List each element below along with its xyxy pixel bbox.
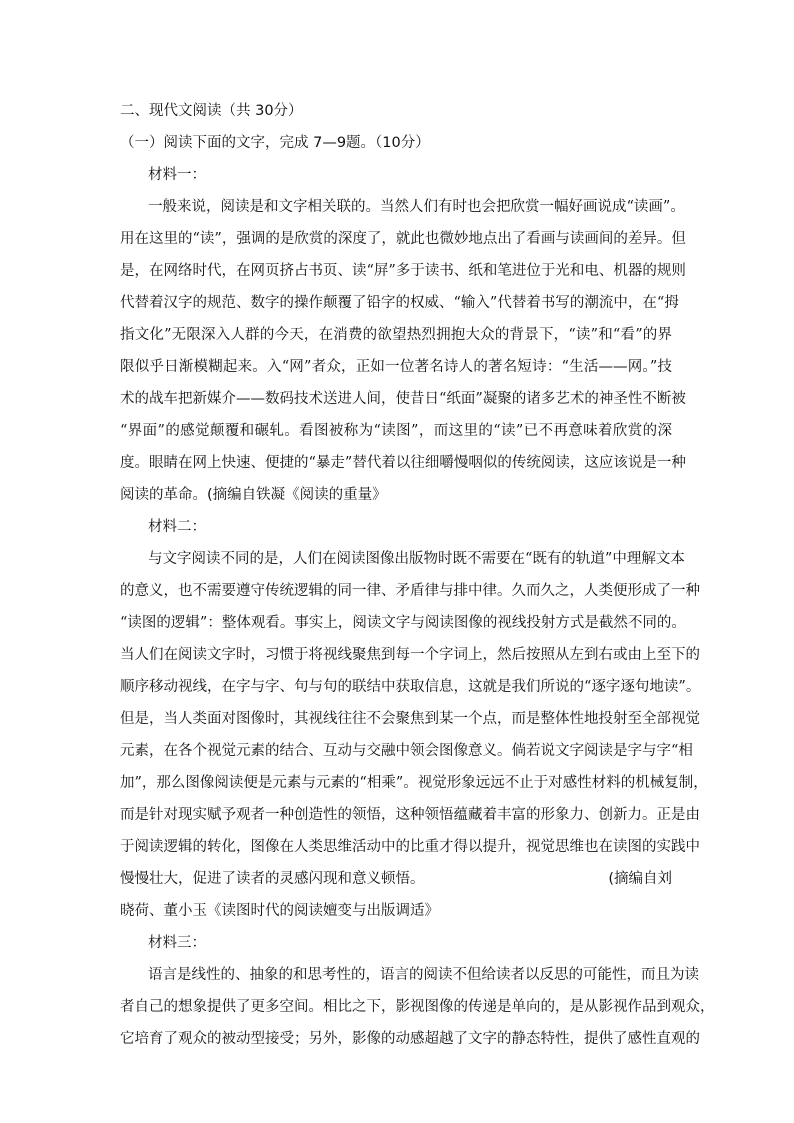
material-1-source: (摘编自铁凝《阅读的重量》 [207,487,387,503]
material-1-heading: 材料一： [148,167,206,183]
material-2-line: 加”，那么图像阅读便是元素与元素的“相乘”。视觉形象远远不止于对感性材料的机械复制， [120,775,708,791]
material-1-line: 指文化”无限深入人群的今天，在消费的欲望热烈拥抱大众的背景下，“读”和“看”的界 [120,327,672,343]
material-1-text-end: 阅读的革命。 [120,487,207,503]
section-title: 二、现代文阅读（共 30分） [120,103,303,119]
material-2-line: 而是针对现实赋予观者一种创造性的领悟，这种领悟蕴藏着丰富的形象力、创新力。正是由 [120,807,700,823]
material-2-source-end: 晓荷、董小玉《读图时代的阅读嬗变与出版调适》 [120,903,439,919]
material-3-line: 它培育了观众的被动型接受；另外，影像的动感超越了文字的静态特性，提供了感性直观的 [120,1031,700,1047]
material-1-line: 用在这里的“读”，强调的是欣赏的深度了，就此也微妙地点出了看画与读画间的差异。但 [120,231,686,247]
material-1-line: 代替着汉字的规范、数字的操作颠覆了铅字的权威、“输入”代替着书写的潮流中，在“拇 [120,295,679,311]
material-3-line: 者自己的想象提供了更多空间。相比之下，影视图像的传递是单向的，是从影视作品到观众， [120,999,715,1015]
material-2-heading: 材料二： [148,519,206,535]
material-3-line: 语言是线性的、抽象的和思考性的，语言的阅读不但给读者以反思的可能性，而且为读 [148,967,699,983]
material-2-line: 顺序移动视线，在字与字、句与句的联结中获取信息，这就是我们所说的“逐字逐句地读”。 [120,679,701,695]
material-2-source-start: (摘编自刘 [608,871,672,887]
material-2-line: 与文字阅读不同的是，人们在阅读图像出版物时既不需要在“既有的轨道”中理解文本 [148,551,685,567]
material-2-line: 当人们在阅读文字时，习惯于将视线聚焦到每一个字词上，然后按照从左到右或由上至下的 [120,647,700,663]
material-2-text-end: 慢慢壮大，促进了读者的灵感闪现和意义顿悟。 [120,871,425,887]
material-1-line: 是，在网络时代，在网页挤占书页、读“屏”多于读书、纸和笔进位于光和电、机器的规则 [120,263,686,279]
material-2-line: 元素，在各个视觉元素的结合、互动与交融中领会图像意义。倘若说文字阅读是字与字“相 [120,743,693,759]
material-2-line: 的意义，也不需要遵守传统逻辑的同一律、矛盾律与排中律。久而久之，人类便形成了一种 [120,583,700,599]
material-2-line: “读图的逻辑”：整体观看。事实上，阅读文字与阅读图像的视线投射方式是截然不同的。 [120,615,686,631]
material-1-line: “界面”的感觉颠覆和碾轧。看图被称为“读图”，而这里的“读”已不再意味着欣赏的深 [120,423,672,439]
material-3-heading: 材料三： [148,935,206,951]
material-2-last-line [120,869,672,889]
material-1-last-line [120,485,387,505]
material-1-line: 术的战车把新媒介——数码技术送进人间，使昔日“纸面”凝聚的诸多艺术的神圣性不断被 [120,391,686,407]
material-2-line: 但是，当人类面对图像时，其视线往往不会聚焦到某一个点，而是整体性地投射至全部视觉 [120,711,700,727]
material-1-line: 度。眼睛在网上快速、便捷的“暴走”替代着以往细嚼慢咽似的传统阅读，这应该说是一种 [120,455,686,471]
material-1-line: 限似乎日渐模糊起来。入“网”者众，正如一位著名诗人的著名短诗：“生活——网。”技 [120,359,672,375]
material-2-line: 于阅读逻辑的转化，图像在人类思维活动中的比重才得以提升，视觉思维也在读图的实践中 [120,839,700,855]
material-1-line: 一般来说，阅读是和文字相关联的。当然人们有时也会把欣赏一幅好画说成“读画”。 [148,199,685,215]
subsection-title: （一）阅读下面的文字，完成 7—9题。（10分） [120,135,430,151]
